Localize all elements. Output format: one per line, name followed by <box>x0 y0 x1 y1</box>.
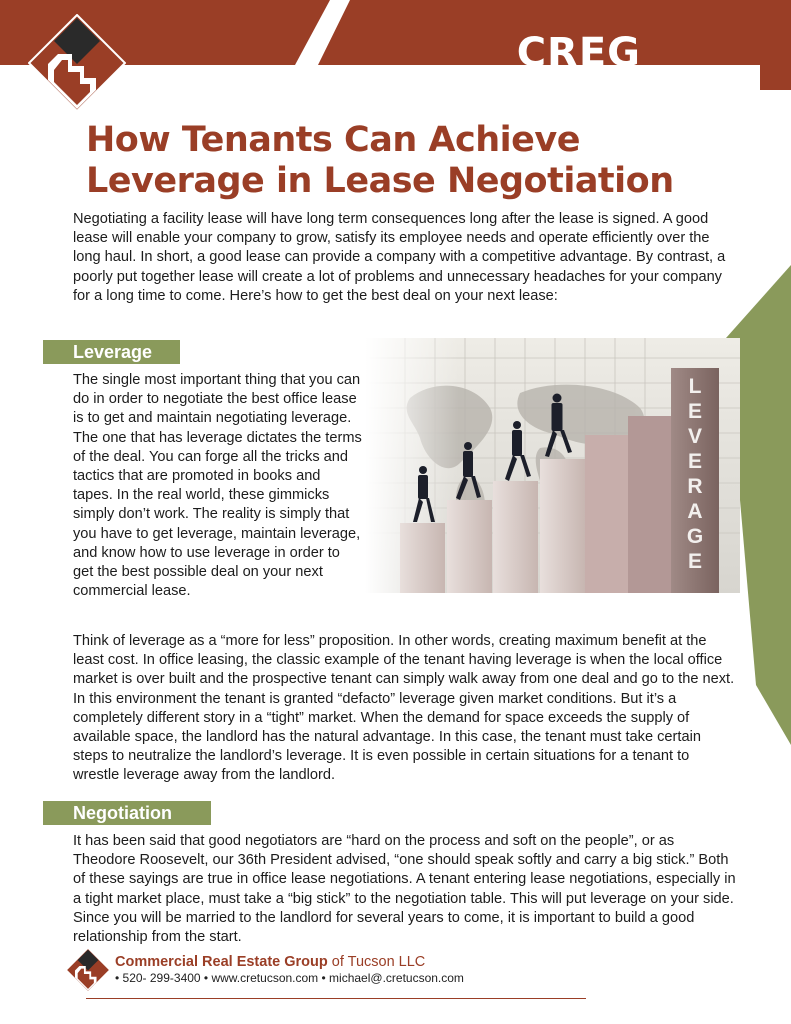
page-title <box>86 120 766 202</box>
page-title-line-2: Leverage in Lease Negotiation <box>86 161 674 201</box>
section-heading-leverage: Leverage <box>43 340 180 364</box>
footer-company-name <box>115 954 425 970</box>
page-title-line-1: How Tenants Can Achieve <box>86 120 580 160</box>
creg-logo-icon <box>28 14 126 112</box>
leverage-letter: E <box>687 550 703 573</box>
negotiation-paragraph: It has been said that good negotiators are “hard on the process and soft on the people”, or as Theodore Roosevelt, our 36th President advised, “one should speak softly and carry a big stick.” Both of these sayings are true in office lease negotiations. A tenant entering lease negotiations, especially in a tight market place, must take a “big stick” to the negotiation table. This will put leverage on your side. Since you will be married to the landlord for several years to come, it is important to build a good relationship from the start. <box>73 833 736 946</box>
footer-contact-line: • 520- 299-3400 • www.cretucson.com • michael@.cretucson.com <box>115 971 464 985</box>
leverage-letter: E <box>687 450 703 473</box>
leverage-explanation-paragraph: Think of leverage as a “more for less” proposition. In other words, creating maximum benefit at the least cost. In office leasing, the classic example of the tenant having leverage is when the local office market is over built and the prospective tenant can simply walk away from one deal and go to the next. In this environment the tenant is granted “defacto” leverage given market conditions. But it’s a completely different story in a “tight” market. When the demand for space exceeds the supply of available space, the landlord has the natural advantage. In this case, the tenant must take certain steps to neutralize the landlord’s leverage. It is even possible in certain situations for a tenant to wrestle leverage away from the landlord. <box>73 633 735 784</box>
brand-wordmark: CREG <box>516 30 641 76</box>
footer-logo-icon <box>66 948 110 992</box>
leverage-letter: G <box>686 525 704 548</box>
leverage-letter: E <box>687 400 703 423</box>
footer-company-suffix: of Tucson LLC <box>327 954 426 970</box>
leverage-letter: A <box>687 500 703 523</box>
leverage-paragraph: The single most important thing that you can do in order to negotiate the best office lease is to get and maintain negotiating leverage. The one that has leverage dictates the terms of the deal. You can forge all the tricks and tactics that are promoted in books and tapes. In the real world, these gimmicks simply don’t work. The reality is simply that you have to get leverage, maintain leverage, and know how to use leverage in order to get the best possible deal on your next commercial lease. <box>73 372 362 600</box>
leverage-letter: V <box>687 425 703 448</box>
leverage-letter: L <box>688 375 702 398</box>
footer-divider <box>86 998 586 999</box>
footer-company-main: Commercial Real Estate Group <box>115 954 328 970</box>
leverage-letter: R <box>687 475 703 498</box>
section-heading-negotiation: Negotiation <box>43 801 211 825</box>
leverage-photo <box>365 338 740 593</box>
intro-paragraph: Negotiating a facility lease will have long term consequences long after the lease is signed. A good lease will enable your company to grow, satisfy its employee needs and operate efficiently over the long haul. In short, a good lease can provide a company with a competitive advantage. By contrast, a poorly put together lease will create a lot of problems and unnecessary headaches for your company for a long time to come. Here’s how to get the best deal on your next lease: <box>73 211 726 304</box>
